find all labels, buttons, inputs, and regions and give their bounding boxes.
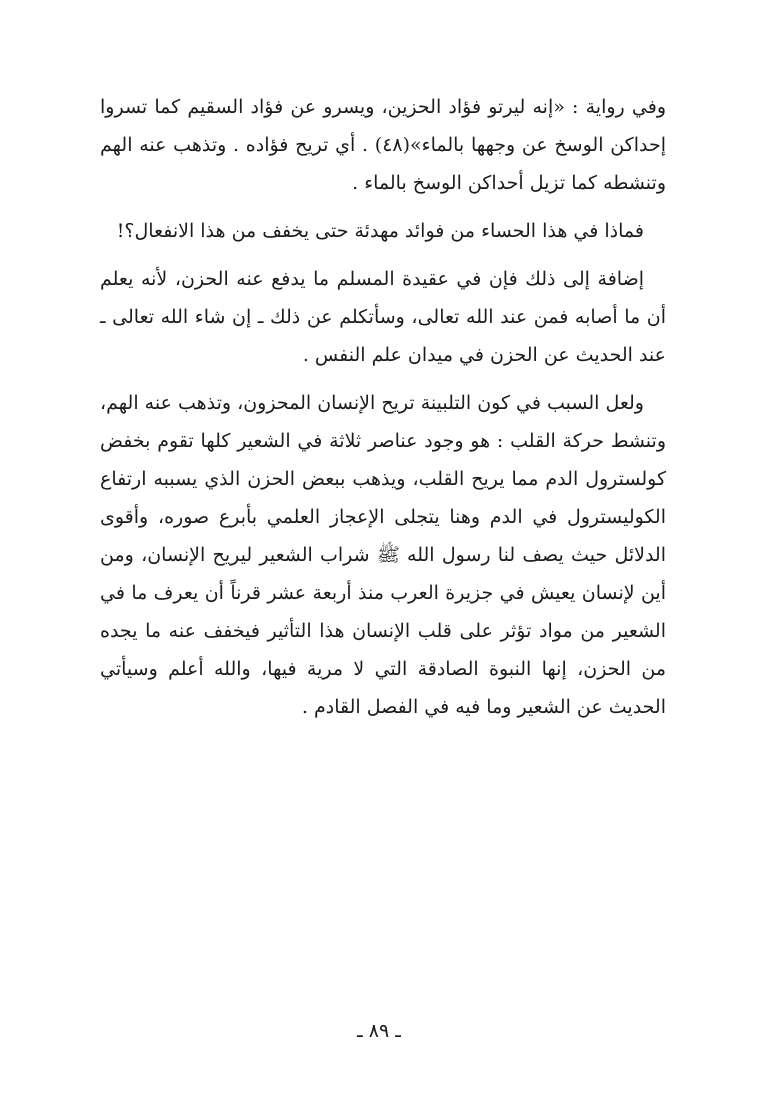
paragraph-3: إضافة إلى ذلك فإن في عقيدة المسلم ما يدفع عنه الحزن، لأنه يعلم أن ما أصابه فمن عند الله تعالى، وسأتكلم عن ذلك ـ إن شاء الله تعالى ـ عند الحديث عن الحزن في ميدان علم النفس . [100,268,666,366]
paragraph-4: ولعل السبب في كون التلبينة تريح الإنسان المحزون، وتذهب عنه الهم، وتنشط حركة القلب : هو وجود عناصر ثلاثة في الشعير كلها تقوم بخفض كولسترول الدم مما يريح القلب، ويذهب ببعض الحزن الذي يسببه ارتفاع الكوليسترول في الدم وهنا يتجلى الإعجاز العلمي بأبرع صوره، وأقوى الدلائل حيث يصف لنا رسول الله ﷺ شراب الشعير ليريح الإنسان، ومن أين لإنسان يعيش في جزيرة العرب منذ أربعة عشر قرناً أن يعرف ما في الشعير من مواد تؤثر على قلب الإنسان هذا التأثير فيخفف عنه ما يجده من الحزن، إنها النبوة الصادقة التي لا مرية فيها، والله أعلم وسيأتي الحديث عن الشعير وما فيه في الفصل القادم . [100,392,666,718]
paragraph-1: وفي رواية : «إنه ليرتو فؤاد الحزين، ويسرو عن فؤاد السقيم كما تسروا إحداكن الوسخ عن وجهها بالماء»(٤٨) . أي تريح فؤاده . وتذهب عنه الهم وتنشطه كما تزيل أحداكن الوسخ بالماء . [100,96,666,194]
page-body [100,88,666,726]
page-number: ـ ٨٩ ـ [357,1020,401,1042]
paragraph-2: فماذا في هذا الحساء من فوائد مهدئة حتى يخفف من هذا الانفعال؟! [116,220,644,242]
